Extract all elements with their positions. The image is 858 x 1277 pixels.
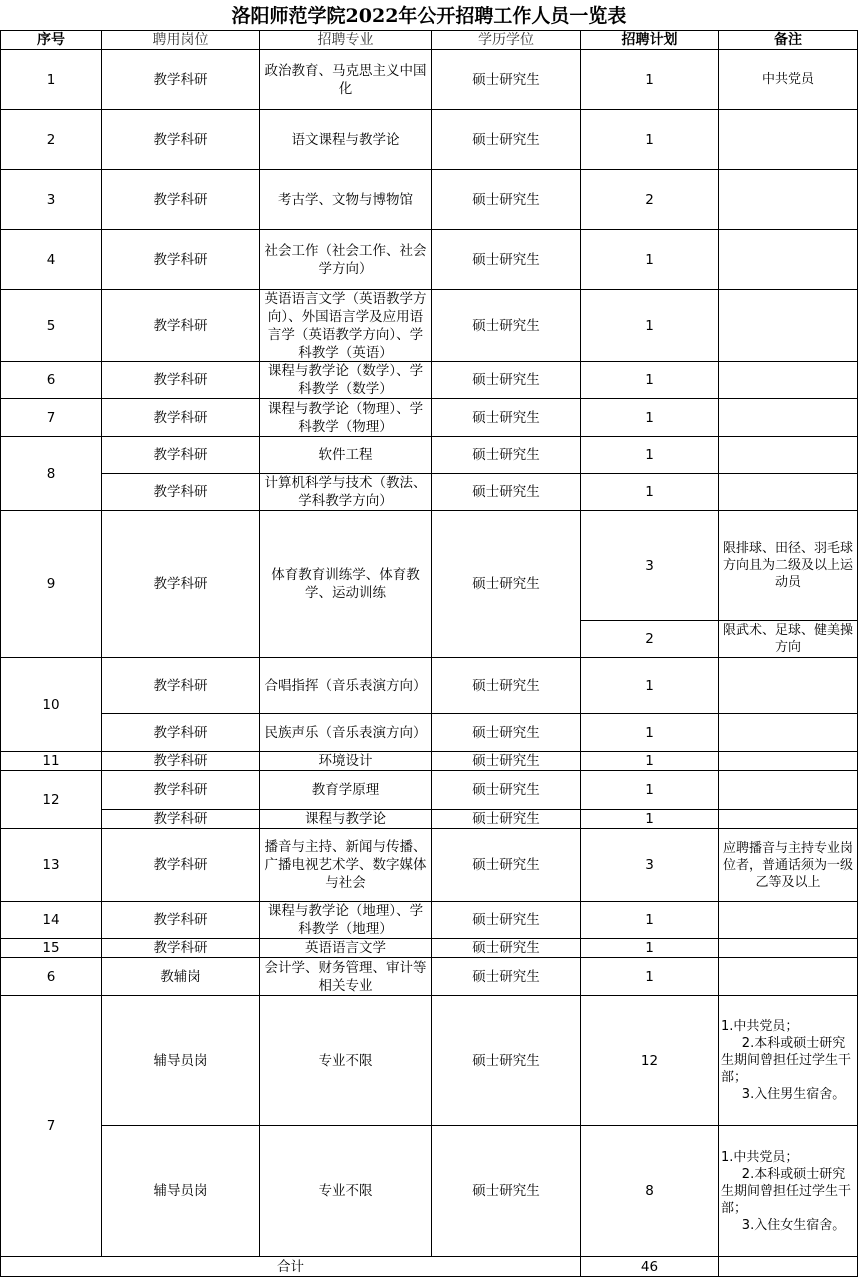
note-line: 1.中共党员； bbox=[721, 1149, 799, 1165]
major-cell: 播音与主持、新闻与传播、广播电视艺术学、数字媒体与社会 bbox=[259, 828, 432, 902]
degree-cell: 硕士研究生 bbox=[431, 169, 581, 230]
note-cell bbox=[718, 436, 858, 474]
note-cell bbox=[718, 109, 858, 170]
post-cell: 教学科研 bbox=[101, 361, 260, 399]
note-cell: 应聘播音与主持专业岗位者，普通话须为一级乙等及以上 bbox=[718, 828, 858, 902]
post-cell: 教学科研 bbox=[101, 473, 260, 511]
major-cell: 语文课程与教学论 bbox=[259, 109, 432, 170]
note-cell bbox=[718, 713, 858, 752]
header-degree: 学历学位 bbox=[431, 30, 581, 50]
plan-cell: 1 bbox=[580, 473, 719, 511]
note-cell bbox=[718, 901, 858, 939]
degree-cell: 硕士研究生 bbox=[431, 713, 581, 752]
major-cell: 课程与教学论 bbox=[259, 809, 432, 829]
plan-cell: 1 bbox=[580, 229, 719, 290]
post-cell: 教学科研 bbox=[101, 751, 260, 771]
major-cell: 考古学、文物与博物馆 bbox=[259, 169, 432, 230]
row-number: 4 bbox=[0, 229, 102, 290]
plan-cell: 2 bbox=[580, 169, 719, 230]
row-number: 3 bbox=[0, 169, 102, 230]
plan-cell: 12 bbox=[580, 995, 719, 1126]
note-line: 1.中共党员； bbox=[721, 1019, 799, 1034]
post-cell: 教学科研 bbox=[101, 289, 260, 362]
major-cell: 教育学原理 bbox=[259, 770, 432, 810]
total-note bbox=[718, 1256, 858, 1277]
degree-cell: 硕士研究生 bbox=[431, 828, 581, 902]
post-cell: 教辅岗 bbox=[101, 957, 260, 996]
plan-cell: 1 bbox=[580, 957, 719, 996]
note-cell bbox=[718, 938, 858, 958]
header-note: 备注 bbox=[718, 30, 858, 50]
degree-cell: 硕士研究生 bbox=[431, 229, 581, 290]
note-cell bbox=[718, 229, 858, 290]
major-cell: 合唱指挥（音乐表演方向） bbox=[259, 657, 432, 714]
degree-cell: 硕士研究生 bbox=[431, 1125, 581, 1257]
post-cell: 教学科研 bbox=[101, 828, 260, 902]
note-cell bbox=[718, 289, 858, 362]
total-label: 合计 bbox=[0, 1256, 581, 1277]
plan-cell: 1 bbox=[580, 751, 719, 771]
post-cell: 辅导员岗 bbox=[101, 1125, 260, 1257]
plan-cell: 1 bbox=[580, 109, 719, 170]
degree-cell: 硕士研究生 bbox=[431, 957, 581, 996]
degree-cell: 硕士研究生 bbox=[431, 995, 581, 1126]
major-cell: 课程与教学论（数学）、学科教学（数学） bbox=[259, 361, 432, 399]
plan-cell: 1 bbox=[580, 436, 719, 474]
post-cell: 教学科研 bbox=[101, 49, 260, 110]
post-cell: 辅导员岗 bbox=[101, 995, 260, 1126]
plan-cell: 1 bbox=[580, 361, 719, 399]
row-number: 7 bbox=[0, 995, 102, 1257]
row-number: 9 bbox=[0, 510, 102, 658]
degree-cell: 硕士研究生 bbox=[431, 770, 581, 810]
plan-cell: 1 bbox=[580, 809, 719, 829]
plan-cell: 1 bbox=[580, 901, 719, 939]
degree-cell: 硕士研究生 bbox=[431, 657, 581, 714]
row-number: 11 bbox=[0, 751, 102, 771]
plan-cell: 2 bbox=[580, 620, 719, 658]
total-value: 46 bbox=[580, 1256, 719, 1277]
plan-cell: 1 bbox=[580, 289, 719, 362]
plan-cell: 1 bbox=[580, 398, 719, 437]
row-number: 5 bbox=[0, 289, 102, 362]
plan-cell: 1 bbox=[580, 49, 719, 110]
row-number: 14 bbox=[0, 901, 102, 939]
note-cell bbox=[718, 957, 858, 996]
major-cell: 体育教育训练学、体育教学、运动训练 bbox=[259, 510, 432, 658]
note-cell: 限武术、足球、健美操方向 bbox=[718, 620, 858, 658]
note-cell: 中共党员 bbox=[718, 49, 858, 110]
note-cell bbox=[718, 657, 858, 714]
major-cell: 计算机科学与技术（教法、学科教学方向） bbox=[259, 473, 432, 511]
plan-cell: 3 bbox=[580, 510, 719, 621]
degree-cell: 硕士研究生 bbox=[431, 289, 581, 362]
note-cell bbox=[718, 995, 858, 1126]
note-cell bbox=[718, 751, 858, 771]
header-no: 序号 bbox=[0, 30, 102, 50]
header-post: 聘用岗位 bbox=[101, 30, 260, 50]
plan-cell: 8 bbox=[580, 1125, 719, 1257]
row-number: 6 bbox=[0, 957, 102, 996]
note-cell bbox=[718, 398, 858, 437]
row-number: 1 bbox=[0, 49, 102, 110]
major-cell: 专业不限 bbox=[259, 995, 432, 1126]
major-cell: 专业不限 bbox=[259, 1125, 432, 1257]
note-line: 2.本科或硕士研究生期间曾担任过学生干部； bbox=[721, 1166, 852, 1216]
header-plan: 招聘计划 bbox=[580, 30, 719, 50]
note-cell: 限排球、田径、羽毛球方向且为二级及以上运动员 bbox=[718, 510, 858, 621]
major-cell: 课程与教学论（物理）、学科教学（物理） bbox=[259, 398, 432, 437]
major-cell: 会计学、财务管理、审计等相关专业 bbox=[259, 957, 432, 996]
post-cell: 教学科研 bbox=[101, 229, 260, 290]
major-cell: 民族声乐（音乐表演方向） bbox=[259, 713, 432, 752]
post-cell: 教学科研 bbox=[101, 169, 260, 230]
row-number: 6 bbox=[0, 361, 102, 399]
note-line: 3.入住女生宿舍。 bbox=[741, 1217, 846, 1233]
row-number: 8 bbox=[0, 436, 102, 511]
header-major: 招聘专业 bbox=[259, 30, 432, 50]
major-cell: 政治教育、马克思主义中国化 bbox=[259, 49, 432, 110]
post-cell: 教学科研 bbox=[101, 713, 260, 752]
row-number: 7 bbox=[0, 398, 102, 437]
plan-cell: 1 bbox=[580, 938, 719, 958]
post-cell: 教学科研 bbox=[101, 510, 260, 658]
degree-cell: 硕士研究生 bbox=[431, 473, 581, 511]
degree-cell: 硕士研究生 bbox=[431, 361, 581, 399]
degree-cell: 硕士研究生 bbox=[431, 751, 581, 771]
plan-cell: 3 bbox=[580, 828, 719, 902]
major-cell: 软件工程 bbox=[259, 436, 432, 474]
note-cell bbox=[718, 169, 858, 230]
post-cell: 教学科研 bbox=[101, 901, 260, 939]
degree-cell: 硕士研究生 bbox=[431, 901, 581, 939]
post-cell: 教学科研 bbox=[101, 938, 260, 958]
degree-cell: 硕士研究生 bbox=[431, 49, 581, 110]
table-title: 洛阳师范学院2022年公开招聘工作人员一览表 bbox=[231, 5, 627, 27]
row-number: 12 bbox=[0, 770, 102, 829]
note-cell bbox=[718, 1125, 858, 1257]
note-cell bbox=[718, 361, 858, 399]
degree-cell: 硕士研究生 bbox=[431, 938, 581, 958]
major-cell: 课程与教学论（地理）、学科教学（地理） bbox=[259, 901, 432, 939]
post-cell: 教学科研 bbox=[101, 770, 260, 810]
post-cell: 教学科研 bbox=[101, 436, 260, 474]
major-cell: 环境设计 bbox=[259, 751, 432, 771]
major-cell: 英语语言文学 bbox=[259, 938, 432, 958]
row-number: 10 bbox=[0, 657, 102, 752]
row-number: 2 bbox=[0, 109, 102, 170]
row-number: 15 bbox=[0, 938, 102, 958]
note-cell bbox=[718, 809, 858, 829]
post-cell: 教学科研 bbox=[101, 809, 260, 829]
degree-cell: 硕士研究生 bbox=[431, 809, 581, 829]
degree-cell: 硕士研究生 bbox=[431, 109, 581, 170]
plan-cell: 1 bbox=[580, 657, 719, 714]
major-cell: 英语语言文学（英语教学方向）、外国语言学及应用语言学（英语教学方向）、学科教学（英语） bbox=[259, 289, 432, 362]
post-cell: 教学科研 bbox=[101, 657, 260, 714]
major-cell: 社会工作（社会工作、社会学方向） bbox=[259, 229, 432, 290]
note-line: 3.入住男生宿舍。 bbox=[741, 1087, 846, 1102]
post-cell: 教学科研 bbox=[101, 398, 260, 437]
degree-cell: 硕士研究生 bbox=[431, 510, 581, 658]
degree-cell: 硕士研究生 bbox=[431, 398, 581, 437]
plan-cell: 1 bbox=[580, 770, 719, 810]
note-line: 2.本科或硕士研究生期间曾担任过学生干部； bbox=[721, 1036, 852, 1085]
plan-cell: 1 bbox=[580, 713, 719, 752]
row-number: 13 bbox=[0, 828, 102, 902]
note-cell bbox=[718, 770, 858, 810]
degree-cell: 硕士研究生 bbox=[431, 436, 581, 474]
post-cell: 教学科研 bbox=[101, 109, 260, 170]
note-cell bbox=[718, 473, 858, 511]
